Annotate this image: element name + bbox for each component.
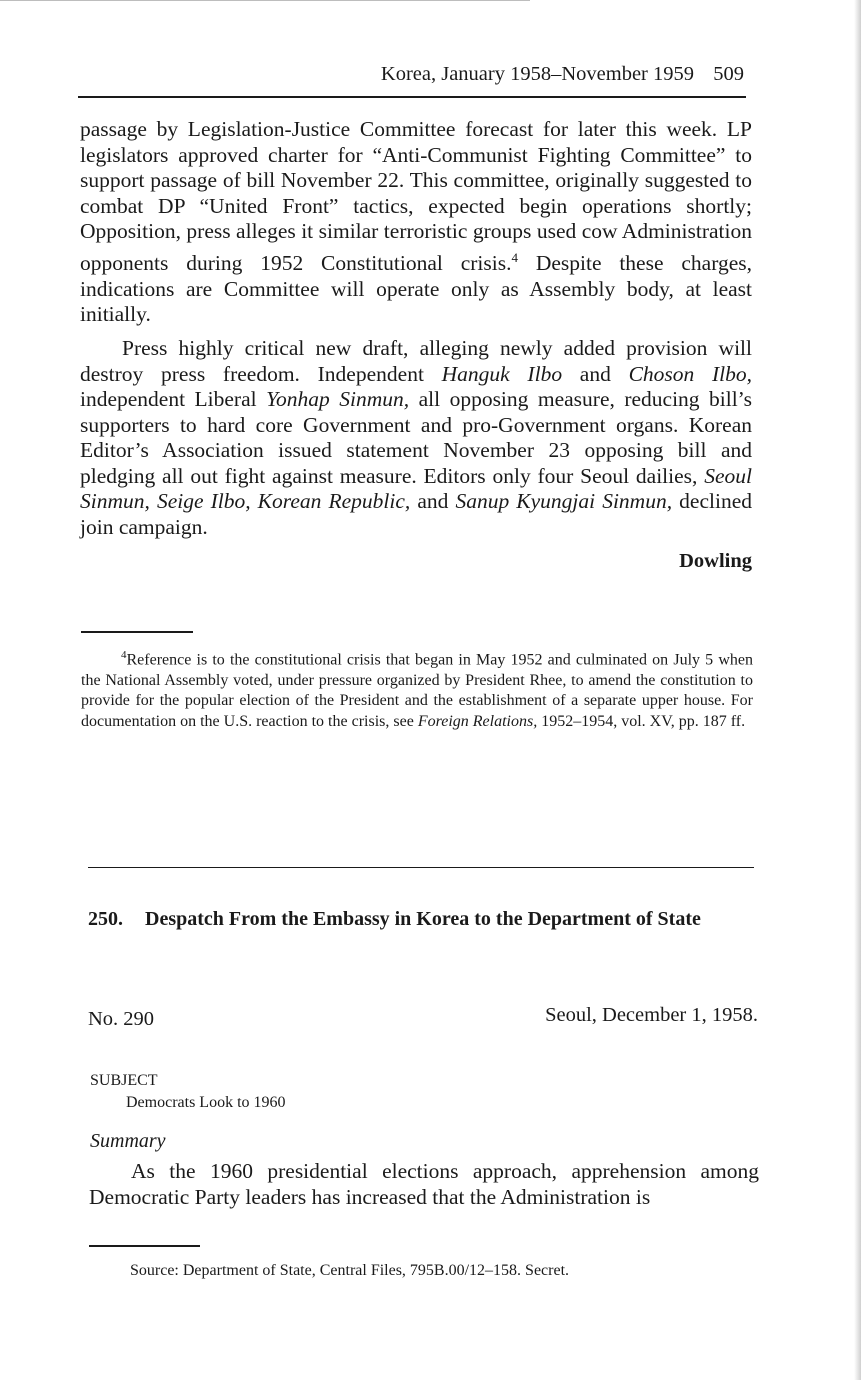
document-title: Despatch From the Embassy in Korea to the Department of State: [145, 908, 701, 930]
running-title: Korea, January 1958–November 1959: [380, 63, 694, 85]
paragraph-1-text: passage by Legislation-Justice Committee forecast for later this week. LP legislators approved charter for “Anti-Communist Fighting Committee” to support passage of bill November 22. This committee, originally suggested to combat DP “United Front” tactics, expected begin operations shortly; Opposition, press alleges it similar terroristic groups used cow Administration opponents during 1952 Constitutional crisis.: [80, 117, 752, 276]
text-run: Press highly critical new draft, alleging newly added provision will destroy press freedom. Independent: [80, 335, 752, 386]
newspaper-names: Seoul Sinmun, Seige Ilbo, Korean Republic,: [80, 463, 752, 514]
text-run: and: [410, 489, 456, 514]
summary-text: As the 1960 presidential elections approach, apprehension among Democratic Party leaders has increased that the Administration is: [89, 1159, 759, 1209]
footnote-reference[interactable]: 4: [511, 249, 518, 265]
footnote-4: [81, 645, 753, 732]
document-heading: [88, 906, 754, 933]
paragraph-2: [80, 336, 752, 541]
summary-label: Summary: [90, 1130, 166, 1152]
text-run: declined join campaign.: [80, 489, 752, 540]
place-date: Seoul, December 1, 1958.: [545, 1004, 758, 1026]
main-text: [80, 117, 752, 574]
document-number: 250.: [88, 908, 123, 930]
footnote-rule: [81, 631, 193, 633]
newspaper-name: Sanup Kyungjai Sinmun,: [455, 489, 673, 514]
footnote-citation-tail: 1952–1954, vol. XV, pp. 187 ff.: [537, 712, 746, 730]
paragraph-1: [80, 117, 752, 328]
newspaper-name: Choson Ilbo,: [628, 361, 753, 386]
scan-page-edge: [854, 0, 861, 1380]
text-run: and: [562, 361, 629, 386]
signature: Dowling: [679, 549, 752, 572]
section-divider: [88, 867, 754, 868]
footnote-citation-title: Foreign Relations,: [417, 712, 538, 730]
source-note: Source: Department of State, Central Files, 795B.00/12–158. Secret.: [130, 1262, 570, 1279]
subject-value: Democrats Look to 1960: [126, 1094, 286, 1111]
footnote-body: Reference is to the constitutional crisis that began in May 1952 and culminated on July 5 when the National Assembly voted, under pressure organized by President Rhee, to amend the constitution to provide for the popular election of the President and the establishment of a separate upper house. For documentation on the U.S. reaction to the crisis, see: [81, 651, 753, 730]
newspaper-name: Yonhap Sinmun,: [266, 387, 410, 412]
scan-top-edge: [0, 0, 530, 1]
text-run: all opposing measure, reducing bill’s supporters to hard core Government and pro-Government organs. Korean Editor’s Association issued statement November 23 opposing bill and pledging all out fight against measure. Editors only four Seoul dailies,: [80, 387, 753, 488]
despatch-number: No. 290: [88, 1008, 155, 1030]
subject-label: SUBJECT: [90, 1072, 158, 1089]
running-header: [78, 60, 746, 98]
text-run: independent Liberal: [80, 387, 267, 412]
footnote-text: [81, 645, 753, 732]
footnote-marker: 4: [121, 649, 127, 661]
paragraph-1-tail: Despite these charges, indications are Committee will operate only as Assembly body, at least initially.: [80, 251, 752, 327]
source-rule: [89, 1245, 200, 1247]
page-number: 509: [713, 63, 744, 85]
newspaper-name: Hanguk Ilbo: [441, 361, 563, 386]
